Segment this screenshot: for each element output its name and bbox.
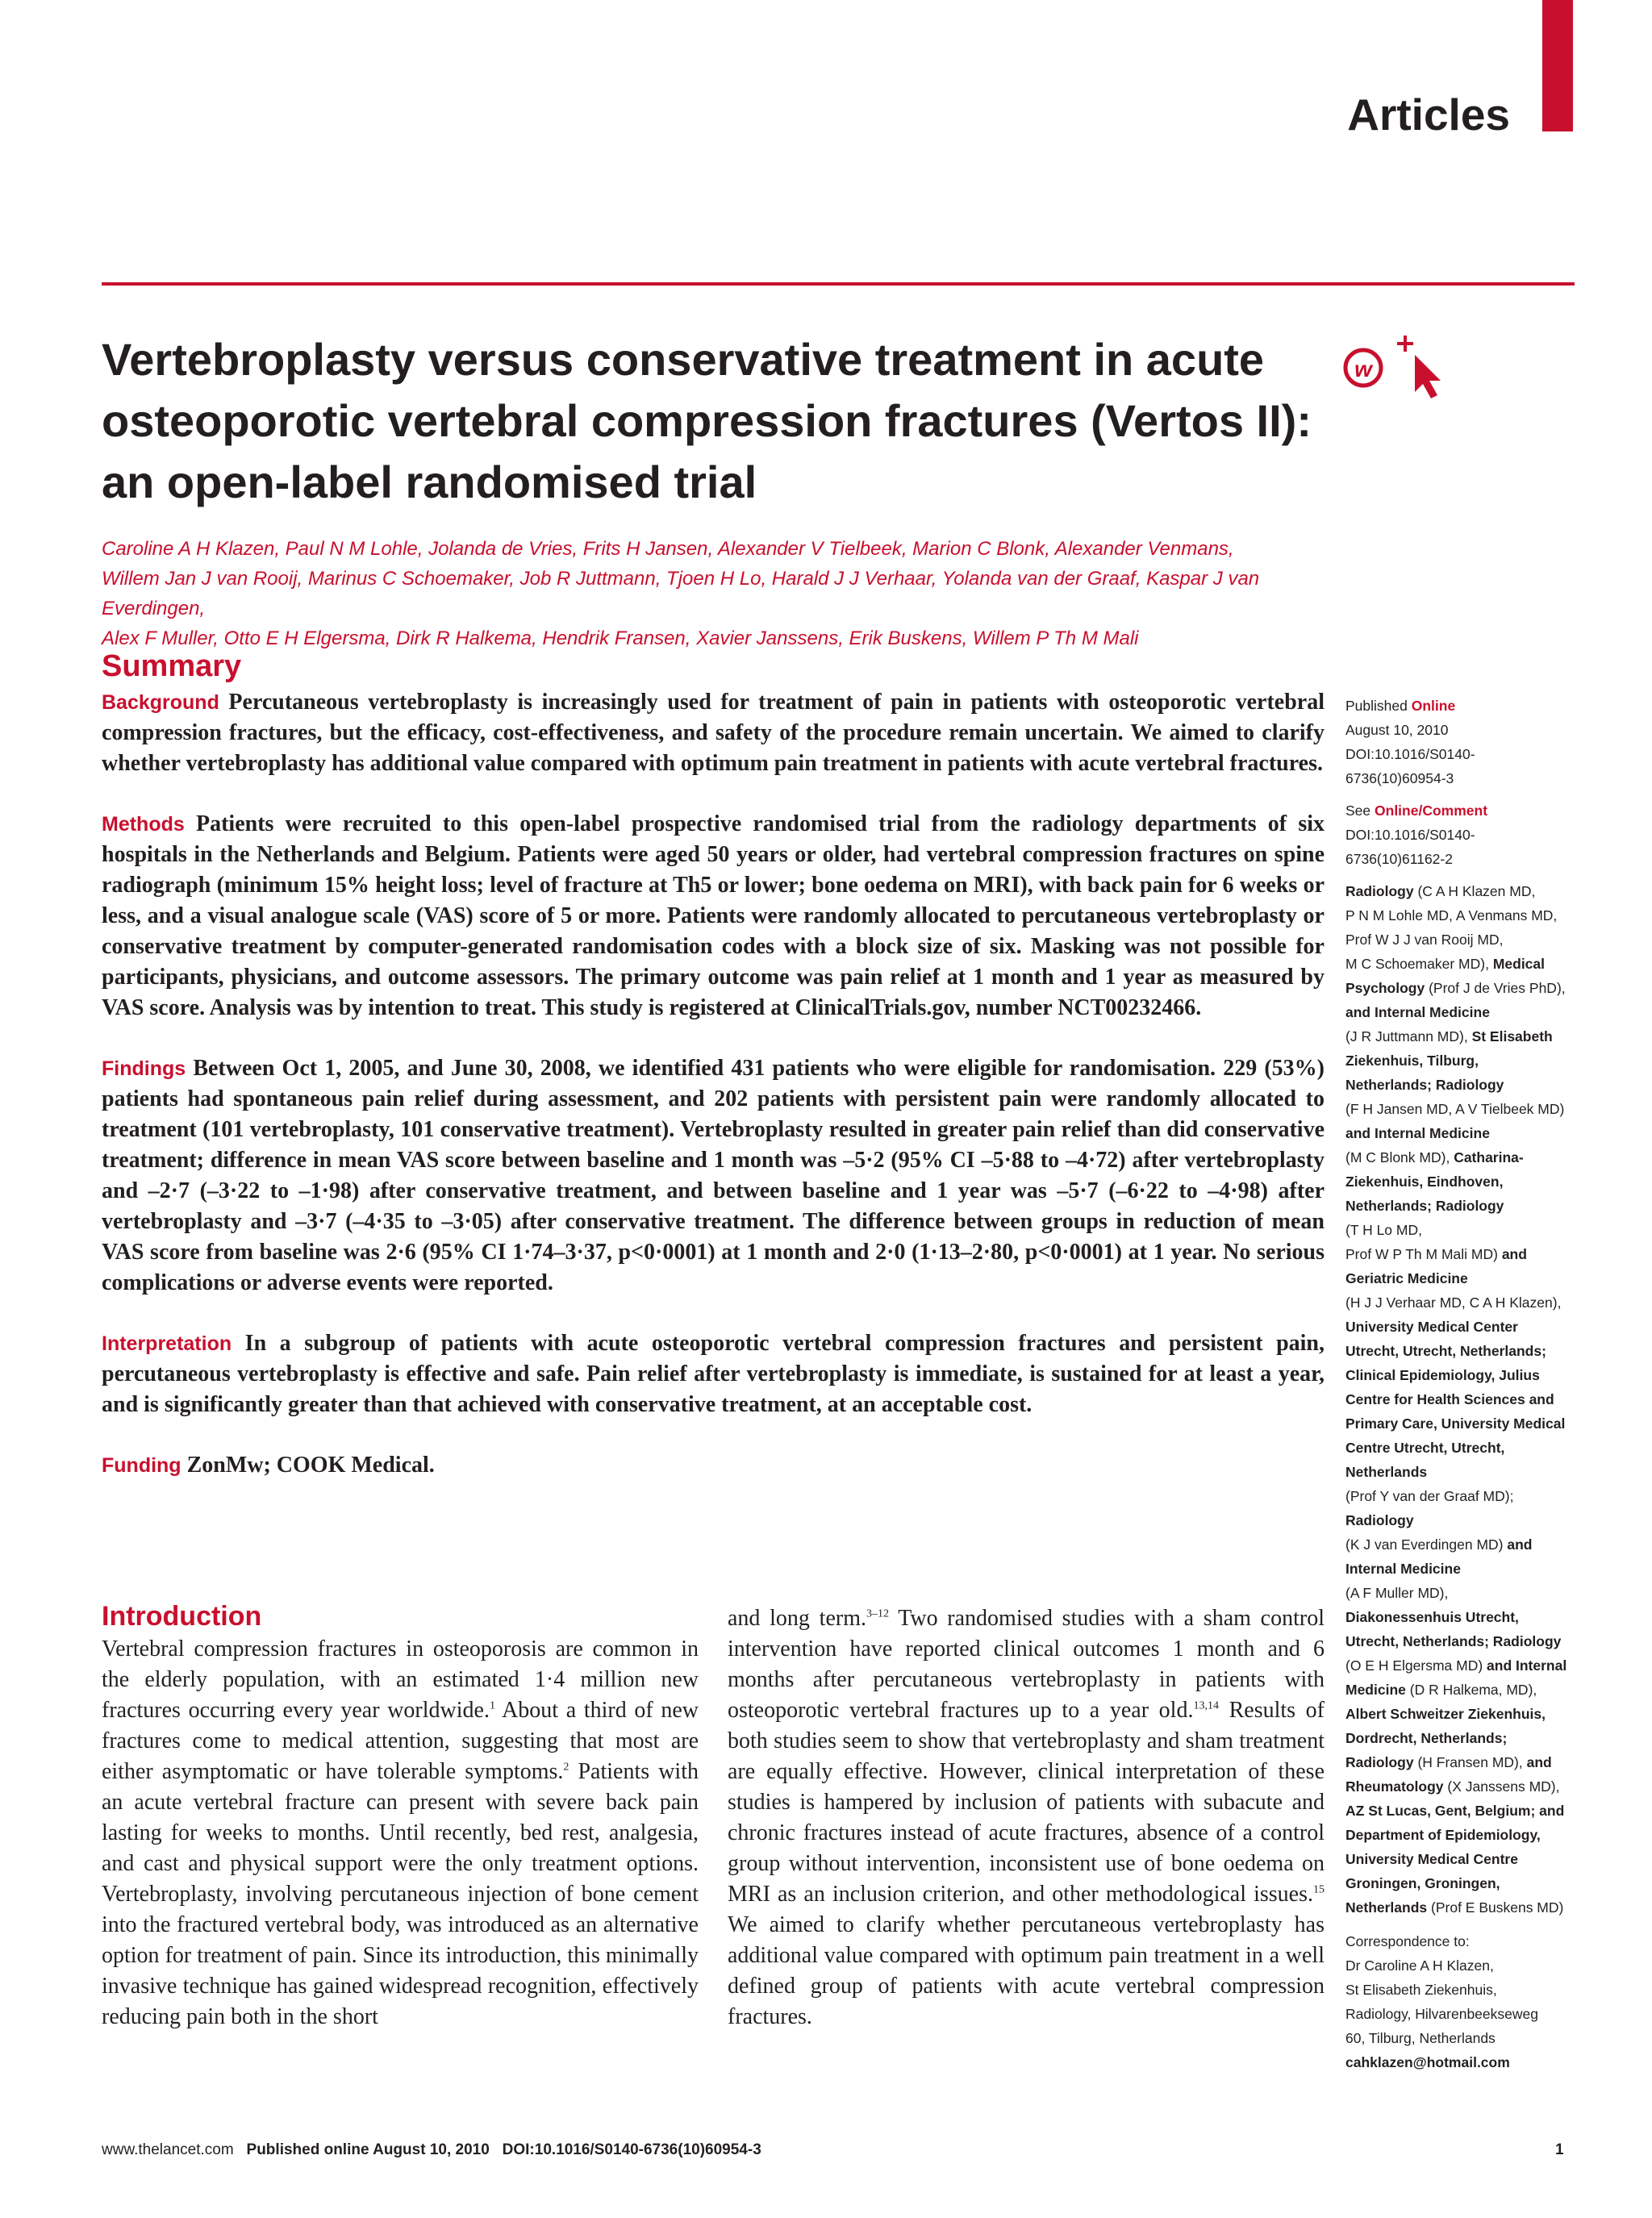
- section-label: Articles: [1347, 90, 1510, 140]
- affiliation-line: Primary Care, University Medical: [1345, 1415, 1566, 1432]
- correspondence-address: 60, Tilburg, Netherlands: [1345, 2030, 1496, 2046]
- affiliation-line: Psychology (Prof J de Vries PhD),: [1345, 980, 1566, 996]
- header-divider: [102, 282, 1575, 286]
- title-line-1: Vertebroplasty versus conservative treatment in acute: [102, 334, 1265, 385]
- affiliation-line: Utrecht, Utrecht, Netherlands;: [1345, 1343, 1546, 1359]
- affiliation-line: Rheumatology (X Janssens MD),: [1345, 1778, 1560, 1795]
- summary-heading: Summary: [102, 649, 242, 683]
- intro-text: Vertebral compression fractures in osteoporosis are common in the elderly population, with an estimated 1·4 million new fractures occurring every year worldwide.: [102, 1636, 699, 1723]
- citation-ref[interactable]: 3–12: [866, 1607, 889, 1620]
- affiliation-line: Centre for Health Sciences and: [1345, 1391, 1554, 1407]
- publication-date: August 10, 2010: [1345, 722, 1449, 738]
- affiliation-line: Netherlands (Prof E Buskens MD): [1345, 1899, 1564, 1916]
- affiliation-line: Groningen, Groningen,: [1345, 1875, 1500, 1891]
- see-comment: [1345, 798, 1579, 871]
- intro-text: About a third of new fractures come to medical attention, suggesting that most are either asymptomatic or have tolerable symptoms.: [102, 1698, 699, 1784]
- affiliation-line: Ziekenhuis, Tilburg,: [1345, 1053, 1479, 1069]
- methods-label: Methods: [102, 813, 185, 836]
- affiliation-line: Netherlands: [1345, 1464, 1428, 1480]
- interpretation-text: In a subgroup of patients with acute osteoporotic vertebral compression fractures and persistent pain, percutaneous vertebroplasty is effective and safe. Pain relief after vertebroplasty is immediate, is sustained for at least a year, and is significantly greater than that achieved with conservative treatment, at an acceptable cost.: [102, 1331, 1325, 1417]
- author-list: [102, 534, 1344, 653]
- affiliations: [1345, 879, 1579, 1920]
- affiliation-line: Prof W P Th M Mali MD) and: [1345, 1246, 1527, 1262]
- background-text: Percutaneous vertebroplasty is increasingly used for treatment of pain in patients with osteoporotic vertebral compression fractures, but the efficacy, cost-effectiveness, and safety of the procedure remain uncertain. We aimed to clarify whether vertebroplasty has additional value compared with optimum pain treatment in patients with acute vertebral fractures.: [102, 690, 1325, 776]
- correspondence-name: Dr Caroline A H Klazen,: [1345, 1957, 1494, 1974]
- affiliation-line: University Medical Center: [1345, 1319, 1518, 1335]
- see-label: See: [1345, 803, 1371, 819]
- affiliation-line: (O E H Elgersma MD) and Internal: [1345, 1657, 1567, 1674]
- doi-line: DOI:10.1016/S0140-: [1345, 746, 1475, 762]
- affiliation-line: Radiology (C A H Klazen MD,: [1345, 883, 1536, 899]
- affiliation-line: (J R Juttmann MD), St Elisabeth: [1345, 1028, 1553, 1044]
- intro-text: Two randomised studies with a sham control intervention have reported clinical outcomes 1 month and 6 months after percutaneous vertebroplasty in patients with osteoporotic vertebral fractures up to a year old.: [728, 1606, 1325, 1723]
- intro-column-1: [102, 1634, 699, 2032]
- affiliation-line: AZ St Lucas, Gent, Belgium; and: [1345, 1803, 1565, 1819]
- citation-ref[interactable]: 2: [563, 1761, 569, 1774]
- affiliation-line: (F H Jansen MD, A V Tielbeek MD): [1345, 1101, 1565, 1117]
- correspondence-email[interactable]: cahklazen@hotmail.com: [1345, 2054, 1510, 2070]
- section-color-tab: [1542, 0, 1573, 131]
- citation-ref[interactable]: 1: [489, 1699, 495, 1712]
- introduction-heading: Introduction: [102, 1601, 262, 1632]
- journal-website-link[interactable]: www.thelancet.com: [102, 2141, 234, 2158]
- affiliation-line: Diakonessenhuis Utrecht,: [1345, 1609, 1519, 1625]
- affiliation-line: Radiology (H Fransen MD), and: [1345, 1754, 1552, 1770]
- affiliation-line: (M C Blonk MD), Catharina-: [1345, 1149, 1524, 1165]
- doi-line: 6736(10)60954-3: [1345, 770, 1454, 786]
- affiliation-line: Ziekenhuis, Eindhoven,: [1345, 1174, 1504, 1190]
- online-extras[interactable]: [1341, 332, 1446, 405]
- intro-text: We aimed to clarify whether percutaneous vertebroplasty has additional value compared with optimum pain treatment in a well defined group of patients with acute vertebral compression fractures.: [728, 1912, 1325, 2029]
- web-extra-icon[interactable]: [1345, 350, 1381, 386]
- online-comment-link[interactable]: Online/Comment: [1375, 803, 1488, 819]
- affiliation-line: (Prof Y van der Graaf MD);: [1345, 1488, 1514, 1504]
- abstract-interpretation: [102, 1328, 1325, 1420]
- affiliation-line: Radiology: [1345, 1512, 1414, 1528]
- footer-published: Published online August 10, 2010: [246, 2141, 490, 2158]
- affiliation-line: (H J J Verhaar MD, C A H Klazen),: [1345, 1295, 1562, 1311]
- affiliation-line: Department of Epidemiology,: [1345, 1827, 1541, 1843]
- findings-text: Between Oct 1, 2005, and June 30, 2008, we identified 431 patients who were eligible for randomisation. 229 (53%) patients had spontaneous pain relief during assessment, and 202 patients with persistent pain were randomly allocated to treatment (101 vertebroplasty, 101 conservative treatment). Vertebroplasty resulted in greater pain relief than did conservative treatment; difference in mean VAS score between baseline and 1 month was –5·2 (95% CI –5·88 to –4·72) after vertebroplasty and –2·7 (–3·22 to –1·98) after conservative treatment, and between baseline and 1 year was –5·7 (–6·22 to –4·98) after vertebroplasty and –3·7 (–4·35 to –3·05) after conservative treatment. The difference between groups in reduction of mean VAS score from baseline was 2·6 (95% CI 1·74–3·37, p<0·0001) at 1 month and 2·0 (1·13–2·80, p<0·0001) at 1 year. No serious complications or adverse events were reported.: [102, 1056, 1325, 1295]
- affiliation-line: Medicine (D R Halkema, MD),: [1345, 1682, 1537, 1698]
- abstract-background: [102, 687, 1325, 779]
- affiliation-line: Utrecht, Netherlands; Radiology: [1345, 1633, 1562, 1649]
- authors-line-1: Caroline A H Klazen, Paul N M Lohle, Jolanda de Vries, Frits H Jansen, Alexander V Tielbeek, Marion C Blonk, Alexander Venmans,: [102, 538, 1234, 560]
- correspondence: [1345, 1929, 1579, 2074]
- intro-text: and long term.: [728, 1606, 866, 1631]
- affiliation-line: Prof W J J van Rooij MD,: [1345, 932, 1504, 948]
- funding-text: ZonMw; COOK Medical.: [186, 1453, 435, 1478]
- affiliation-line: Albert Schweitzer Ziekenhuis,: [1345, 1706, 1546, 1722]
- funding-label: Funding: [102, 1454, 181, 1477]
- intro-text: Patients with an acute vertebral fracture can present with severe back pain lasting for weeks to months. Until recently, bed rest, analgesia, and cast and physical support were the only treatment options. Vertebroplasty, involving percutaneous injection of bone cement into the fractured vertebral body, was introduced as an alternative option for treatment of pain. Since its introduction, this minimally invasive technique has gained widespread recognition, effectively reducing pain both in the short: [102, 1759, 699, 2029]
- page-footer: [102, 2141, 761, 2159]
- affiliation-line: Internal Medicine: [1345, 1561, 1461, 1577]
- affiliation-line: Clinical Epidemiology, Julius: [1345, 1367, 1540, 1383]
- affiliation-line: (A F Muller MD),: [1345, 1585, 1449, 1601]
- interactive-cursor-icon[interactable]: [1397, 336, 1441, 398]
- abstract-funding: [102, 1450, 1325, 1481]
- publication-info: [1345, 694, 1579, 790]
- title-line-3: an open-label randomised trial: [102, 457, 757, 507]
- online-link[interactable]: Online: [1411, 698, 1456, 714]
- abstract-methods: [102, 809, 1325, 1024]
- affiliation-line: (T H Lo MD,: [1345, 1222, 1422, 1238]
- abstract: [102, 687, 1325, 1511]
- correspondence-address: St Elisabeth Ziekenhuis,: [1345, 1982, 1497, 1998]
- affiliation-line: (K J van Everdingen MD) and: [1345, 1536, 1533, 1553]
- authors-line-3: Alex F Muller, Otto E H Elgersma, Dirk R Halkema, Hendrik Fransen, Xavier Janssens, Erik Buskens, Willem P Th M Mali: [102, 627, 1139, 649]
- intro-column-2: [728, 1603, 1325, 2032]
- correspondence-label: Correspondence to:: [1345, 1933, 1470, 1949]
- findings-label: Findings: [102, 1057, 186, 1080]
- affiliation-line: Netherlands; Radiology: [1345, 1198, 1504, 1214]
- title-line-2: osteoporotic vertebral compression fractures (Vertos II):: [102, 395, 1312, 446]
- background-label: Background: [102, 691, 219, 714]
- svg-text:w: w: [1354, 356, 1372, 381]
- affiliation-line: Netherlands; Radiology: [1345, 1077, 1504, 1093]
- intro-text: Results of both studies seem to show that vertebroplasty and sham treatment are equally effective. However, clinical interpretation of these studies is hampered by inclusion of patients with subacute and chronic fractures instead of acute fractures, absence of a control group without intervention, inconsistent use of bone oedema on MRI as an inclusion criterion, and other methodological issues.: [728, 1698, 1325, 1907]
- citation-ref[interactable]: 15: [1313, 1883, 1325, 1896]
- article-title: [102, 329, 1312, 513]
- methods-text: Patients were recruited to this open-label prospective randomised trial from the radiology departments of six hospitals in the Netherlands and Belgium. Patients were aged 50 years or older, had vertebral compression fractures on spine radiograph (minimum 15% height loss; level of fracture at Th5 or lower; bone oedema on MRI), with back pain for 6 weeks or less, and a visual analogue scale (VAS) score of 5 or more. Patients were randomly allocated to percutaneous vertebroplasty or conservative treatment by computer-generated randomisation codes with a block size of six. Masking was not possible for participants, physicians, and outcome assessors. The primary outcome was pain relief at 1 month and 1 year as measured by VAS score. Analysis was by intention to treat. This study is registered at ClinicalTrials.gov, number NCT00232466.: [102, 811, 1325, 1020]
- affiliation-line: Dordrecht, Netherlands;: [1345, 1730, 1508, 1746]
- affiliation-line: University Medical Centre: [1345, 1851, 1518, 1867]
- citation-ref[interactable]: 13,14: [1193, 1699, 1219, 1712]
- correspondence-address: Radiology, Hilvarenbeekseweg: [1345, 2006, 1538, 2022]
- interpretation-label: Interpretation: [102, 1332, 232, 1355]
- doi-line: 6736(10)61162-2: [1345, 851, 1453, 867]
- authors-line-2: Willem Jan J van Rooij, Marinus C Schoemaker, Job R Juttmann, Tjoen H Lo, Harald J J Verhaar, Yolanda van der Graaf, Kaspar J van Everdingen,: [102, 568, 1260, 619]
- affiliation-line: Centre Utrecht, Utrecht,: [1345, 1440, 1505, 1456]
- affiliation-line: M C Schoemaker MD), Medical: [1345, 956, 1546, 972]
- affiliation-line: and Internal Medicine: [1345, 1125, 1490, 1141]
- page-number: 1: [1555, 2141, 1564, 2158]
- doi-line: DOI:10.1016/S0140-: [1345, 827, 1475, 843]
- published-label: Published: [1345, 698, 1408, 714]
- abstract-findings: [102, 1053, 1325, 1299]
- affiliation-line: P N M Lohle MD, A Venmans MD,: [1345, 907, 1558, 923]
- affiliation-line: Geriatric Medicine: [1345, 1270, 1468, 1286]
- affiliation-line: and Internal Medicine: [1345, 1004, 1490, 1020]
- footer-doi: DOI:10.1016/S0140-6736(10)60954-3: [502, 2141, 761, 2158]
